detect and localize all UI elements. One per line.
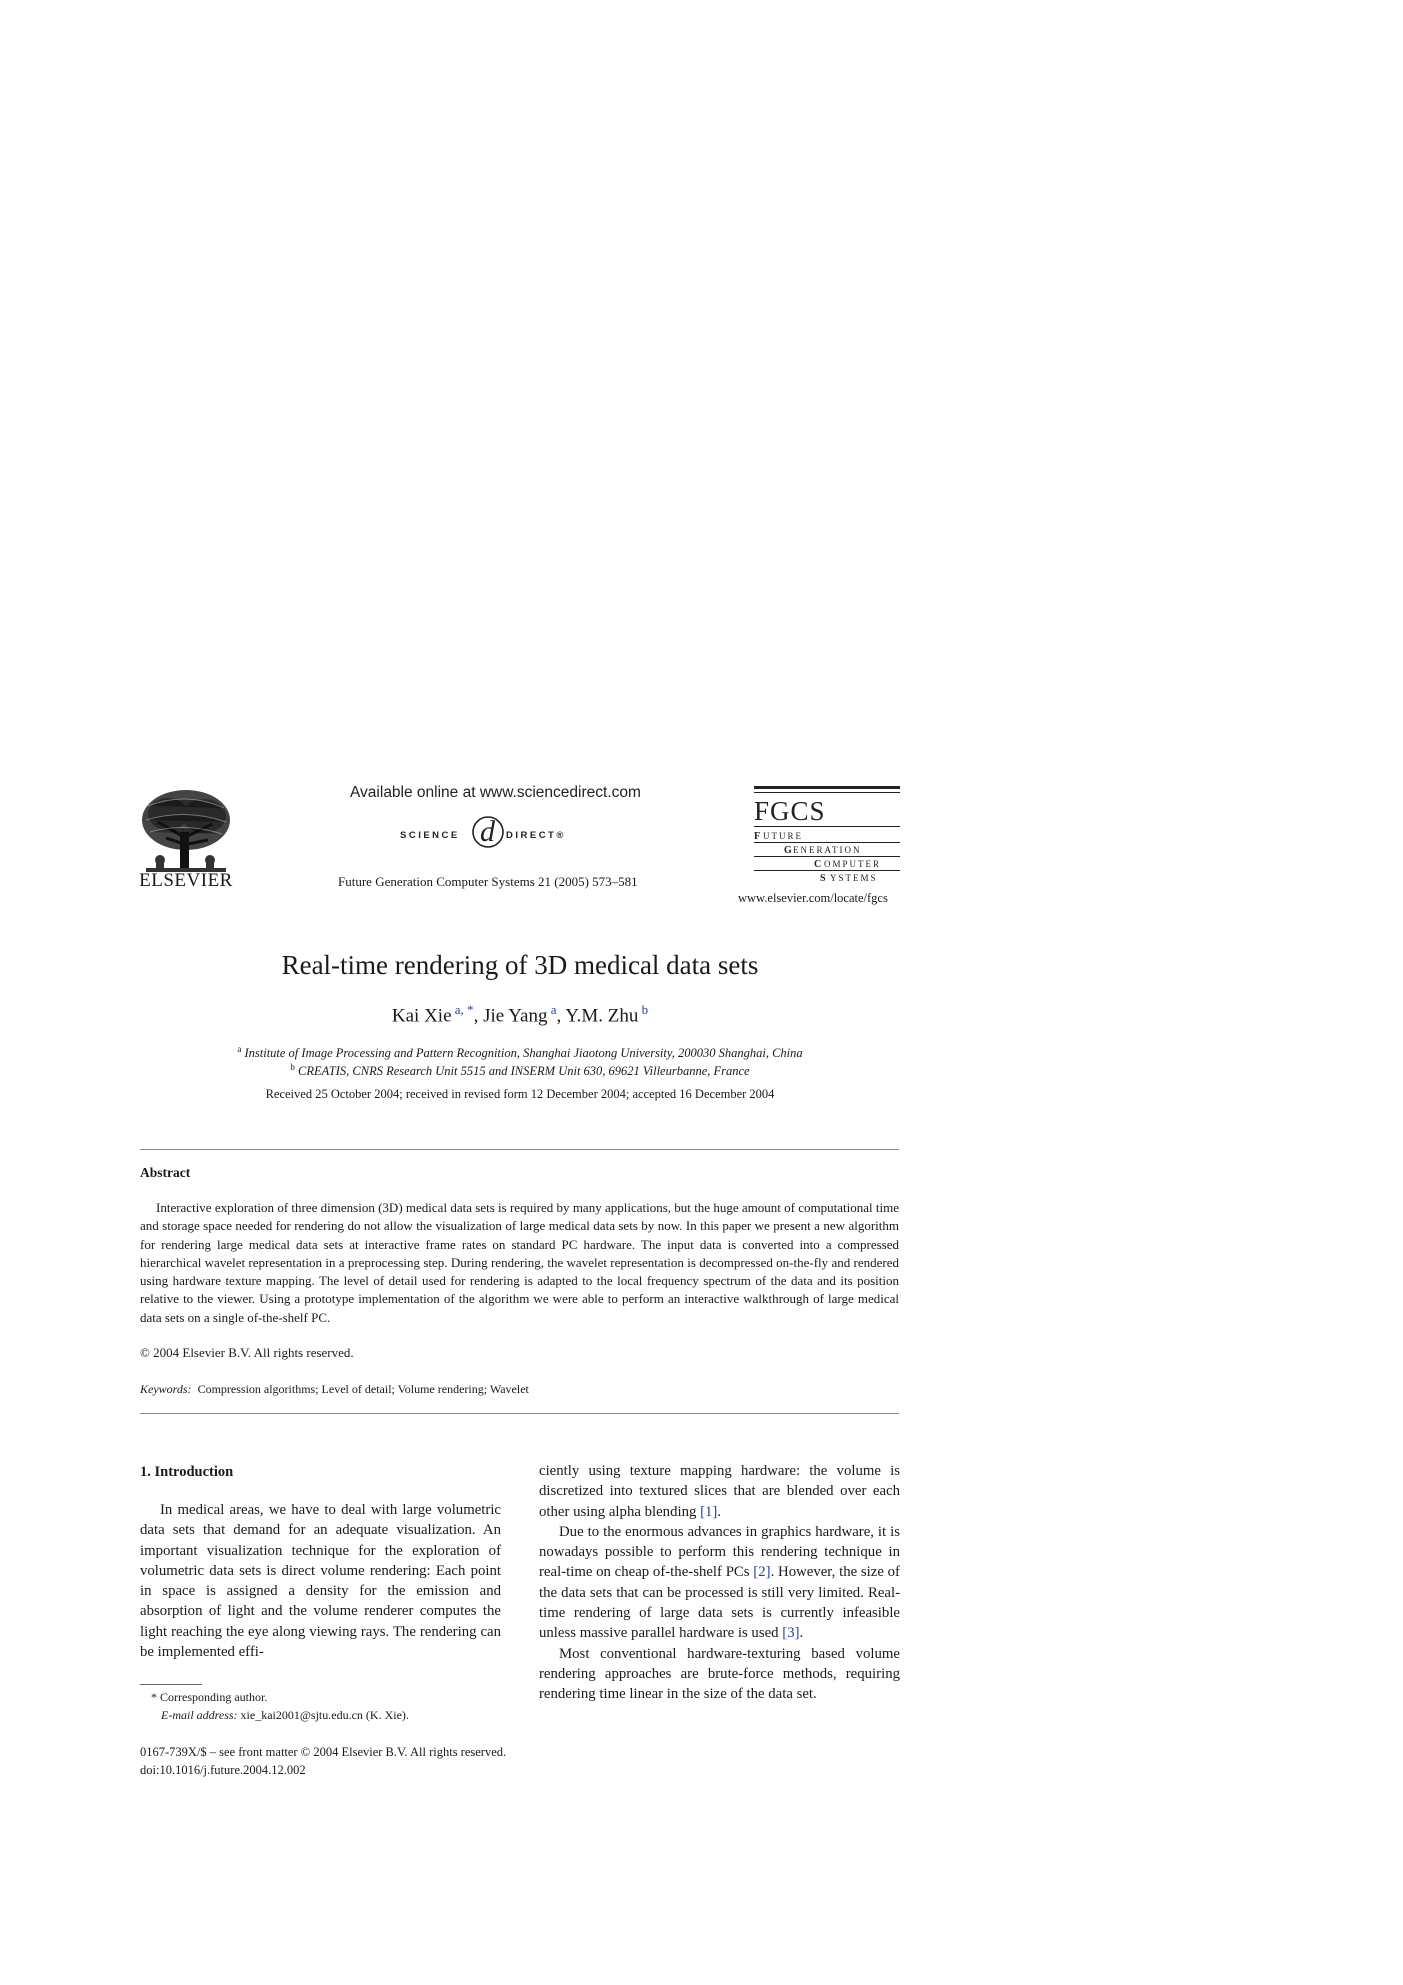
email-address[interactable]: xie_kai2001@sjtu.edu.cn (K. Xie).	[237, 1708, 409, 1722]
citation-link[interactable]: [1]	[700, 1503, 718, 1520]
divider	[140, 1149, 899, 1150]
fgcs-word-4: YSTEMS	[830, 873, 878, 883]
footnote-email: E-mail address: xie_kai2001@sjtu.edu.cn (K. Xie).	[161, 1708, 409, 1722]
keywords-label: Keywords:	[140, 1382, 192, 1396]
body-paragraph: Most conventional hardware-texturing based volume rendering approaches are brute-force methods, requiring rendering time linear in the size of the data set.	[539, 1645, 900, 1703]
fgcs-abbr: FGCS	[754, 796, 826, 826]
issn-line: 0167-739X/$ – see front matter © 2004 Elsevier B.V. All rights reserved.	[140, 1745, 507, 1759]
journal-reference: Future Generation Computer Systems 21 (2005) 573–581	[338, 874, 638, 889]
keywords	[140, 1382, 529, 1397]
fgcs-word-3: OMPUTER	[824, 859, 882, 869]
affiliation-b: $^b$ CREATIS, CNRS Research Unit 5515 and INSERM Unit 630, 69621 Villeurbanne, France	[290, 1062, 750, 1079]
sciencedirect-logo	[400, 808, 590, 852]
footnote-corresponding: * Corresponding author.	[151, 1690, 268, 1704]
journal-url[interactable]: www.elsevier.com/locate/fgcs	[738, 891, 888, 905]
sciencedirect-left: SCIENCE	[400, 830, 460, 841]
body-paragraph: Due to the enormous advances in graphics hardware, it is nowadays possible to perform this rendering technique in real-time on cheap of-the-shelf PCs [2]. However, the size of the data sets that can be processed is still very limited. Real-time rendering of large data sets is currently infeasible unless massive parallel hardware is used [3].	[539, 1523, 900, 1642]
article-title: Real-time rendering of 3D medical data sets	[281, 950, 759, 980]
section-heading: 1. Introduction	[140, 1464, 234, 1480]
fgcs-initial-3: C	[814, 859, 822, 870]
abstract-copyright: © 2004 Elsevier B.V. All rights reserved.	[140, 1345, 354, 1360]
body-paragraph: ciently using texture mapping hardware: the volume is discretized into textured slices that are blended over each other using alpha blending [1].	[539, 1463, 900, 1520]
author-affiliation-mark[interactable]: a	[550, 1002, 557, 1017]
fgcs-journal-logo	[754, 786, 900, 884]
fgcs-initial-2: G	[784, 845, 792, 856]
sciencedirect-mark: d	[480, 815, 495, 848]
elsevier-wordmark: ELSEVIER	[139, 870, 233, 891]
keywords-list: Compression algorithms; Level of detail; Volume rendering; Wavelet	[197, 1382, 529, 1396]
received-dates: Received 25 October 2004; received in revised form 12 December 2004; accepted 16 December 2004	[265, 1087, 775, 1101]
author-name: Y.M. Zhu	[565, 1005, 639, 1027]
author-list: Kai Xie $^{a, *}$, Jie Yang $^a$, Y.M. Zhu $^b$	[391, 1002, 649, 1027]
available-online-text[interactable]: Available online at www.sciencedirect.com	[350, 784, 641, 801]
affiliation-a: $^a$ Institute of Image Processing and Pattern Recognition, Shanghai Jiaotong University, 200030 Shanghai, China	[237, 1044, 803, 1061]
abstract-heading: Abstract	[140, 1165, 191, 1180]
body-paragraph: In medical areas, we have to deal with large volumetric data sets that demand for an adequate visualization. An important visualization technique for the exploration of volumetric data sets is direct volume rendering: Each point in space is assigned a density for the emission and absorption of light and the volume renderer computes the light reaching the eye along viewing rays. The rendering can be implemented effi-	[140, 1502, 501, 1661]
author-affiliation-mark[interactable]: a, *	[454, 1002, 474, 1017]
author-name: Kai Xie	[391, 1005, 452, 1027]
fgcs-word-1: UTURE	[763, 831, 803, 841]
body-column-left	[140, 1500, 501, 1662]
footnote-rule	[140, 1684, 202, 1685]
abstract-text: Interactive exploration of three dimension (3D) medical data sets is required by many applications, but the huge amount of computational time and storage space needed for rendering do not allow the visualization of large medical data sets by now. In this paper we present a new algorithm for rendering large medical data sets at interactive frame rates on standard PC hardware. The input data is converted into a compressed hierarchical wavelet representation in a preprocessing step. During rendering, the wavelet representation is decompressed on-the-fly and rendered using hardware texture mapping. The level of detail used for rendering is adapted to the local frequency spectrum of the data and its position relative to the viewer. Using a prototype implementation of the algorithm we were able to perform an interactive walkthrough of large medical data sets on a single of-the-shelf PC.	[140, 1200, 899, 1325]
author-affiliation-mark[interactable]: b	[641, 1002, 649, 1017]
citation-link[interactable]: [3]	[782, 1625, 800, 1642]
fgcs-word-2: ENERATION	[793, 845, 862, 855]
divider	[140, 1413, 899, 1414]
fgcs-initial-4: S	[820, 873, 826, 884]
fgcs-initial-1: F	[754, 831, 761, 842]
doi-line[interactable]: doi:10.1016/j.future.2004.12.002	[140, 1763, 306, 1777]
body-column-right	[539, 1461, 900, 1705]
author-name: Jie Yang	[483, 1005, 548, 1027]
sciencedirect-right: DIRECT®	[506, 830, 566, 841]
citation-link[interactable]: [2]	[753, 1564, 771, 1581]
